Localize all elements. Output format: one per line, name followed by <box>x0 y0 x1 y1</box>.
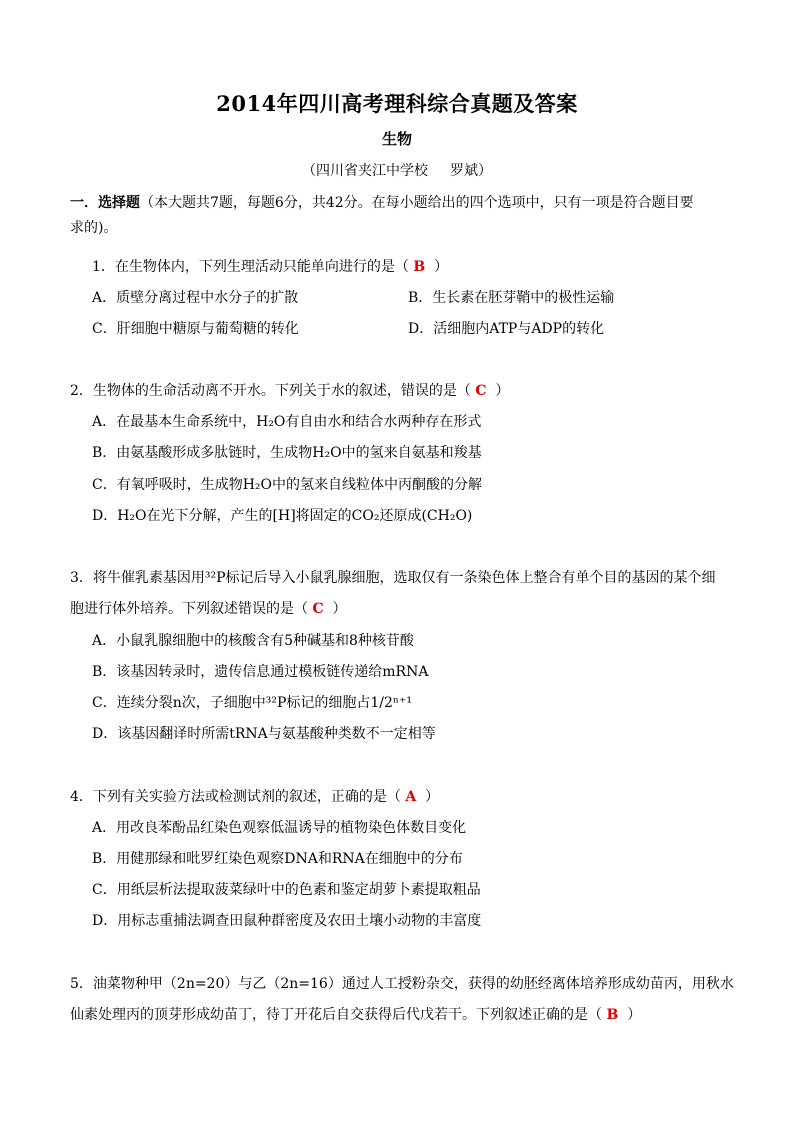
bracket-close: ） <box>434 259 449 275</box>
page-title: 2014年四川高考理科综合真题及答案 <box>216 91 578 116</box>
section-intro-line2: 求的)。 <box>70 220 118 236</box>
q4-option-d: D．用标志重捕法调查田鼠种群密度及农田土壤小动物的丰富度 <box>92 913 482 929</box>
q4-option-c: C．用纸层析法提取菠菜绿叶中的色素和鉴定胡萝卜素提取粗品 <box>92 882 481 898</box>
subject-heading: 生物 <box>381 130 412 148</box>
q3-option-a: A．小鼠乳腺细胞中的核酸含有5种碱基和8种核苷酸 <box>92 633 414 649</box>
author-name: 罗斌） <box>450 163 492 179</box>
question-text: 4．下列有关实验方法或检测试剂的叙述，正确的是（ <box>70 789 401 805</box>
question-4-stem <box>70 786 439 806</box>
question-text: 仙素处理丙的顶芽形成幼苗丁，待丁开花后自交获得后代戊若干。下列叙述正确的是（ <box>70 1007 602 1023</box>
question-3-stem-line2 <box>70 598 347 618</box>
question-3-stem-line1: 3．将牛催乳素基因用³²P标记后导入小鼠乳腺细胞，选取仅有一条染色体上整合有单个目的基因的某个细 <box>70 570 716 586</box>
q2-option-d: D．H₂O在光下分解，产生的[H]将固定的CO₂还原成(CH₂O) <box>92 508 473 524</box>
answer-mark: B <box>413 259 426 275</box>
q3-option-d: D．该基因翻译时所需tRNA与氨基酸种类数不一定相等 <box>92 726 436 742</box>
q1-option-d: D．活细胞内ATP与ADP的转化 <box>408 321 605 337</box>
q2-option-c: C．有氧呼吸时，生成物H₂O中的氢来自线粒体中丙酮酸的分解 <box>92 477 483 493</box>
question-5-stem-line2 <box>70 1004 641 1024</box>
author-line <box>0 160 794 180</box>
question-5-stem-line1: 5．油菜物种甲（2n=20）与乙（2n=16）通过人工授粉杂交，获得的幼胚经离体培养形成幼苗丙，用秋水 <box>70 976 734 992</box>
section-desc: （本大题共7题，每题6分，共42分。在每小题给出的四个选项中，只有一项是符合题目要 <box>140 195 694 211</box>
school-name: （四川省夹江中学校 <box>302 163 428 179</box>
q3-option-c: C．连续分裂n次，子细胞中³²P标记的细胞占1/2ⁿ⁺¹ <box>92 695 412 711</box>
bracket-close: ） <box>332 601 347 617</box>
q2-option-b: B．由氨基酸形成多肽链时，生成物H₂O中的氢来自氨基和羧基 <box>92 445 482 461</box>
q1-option-a: A．质壁分离过程中水分子的扩散 <box>92 290 299 306</box>
bracket-close: ） <box>495 383 510 399</box>
bracket-close: ） <box>425 789 440 805</box>
q1-option-c: C．肝细胞中糖原与葡萄糖的转化 <box>92 321 299 337</box>
answer-mark: C <box>475 383 487 399</box>
question-text: 1．在生物体内，下列生理活动只能单向进行的是（ <box>92 259 409 275</box>
q1-option-b: B．生长素在胚芽鞘中的极性运输 <box>408 290 615 306</box>
answer-mark: B <box>606 1007 619 1023</box>
question-2-stem <box>70 380 509 400</box>
q2-option-a: A．在最基本生命系统中，H₂O有自由水和结合水两种存在形式 <box>92 414 482 430</box>
q4-option-a: A．用改良苯酚品红染色观察低温诱导的植物染色体数目变化 <box>92 820 467 836</box>
question-text: 胞进行体外培养。下列叙述错误的是（ <box>70 601 308 617</box>
section-name: 一．选择题 <box>70 195 140 211</box>
q4-option-b: B．用健那绿和吡罗红染色观察DNA和RNA在细胞中的分布 <box>92 851 463 867</box>
section-intro-line1 <box>70 192 694 212</box>
question-text: 2．生物体的生命活动离不开水。下列关于水的叙述，错误的是（ <box>70 383 471 399</box>
bracket-close: ） <box>627 1007 642 1023</box>
answer-mark: A <box>405 789 417 805</box>
question-1-stem <box>92 256 448 276</box>
q3-option-b: B．该基因转录时，遗传信息通过模板链传递给mRNA <box>92 664 429 680</box>
answer-mark: C <box>312 601 324 617</box>
